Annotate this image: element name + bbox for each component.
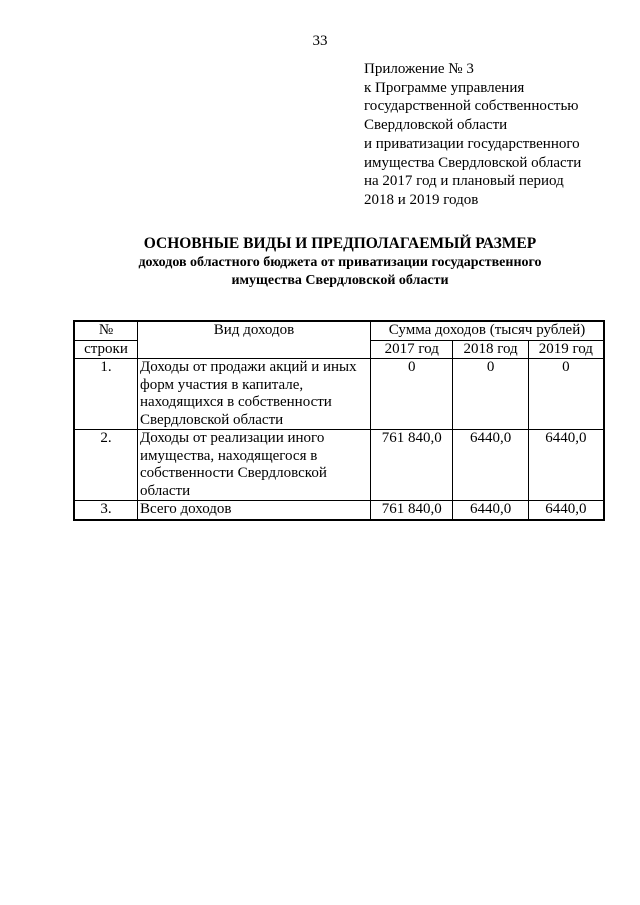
table-row bbox=[74, 430, 604, 501]
header-year-2017: 2017 год bbox=[371, 340, 453, 359]
row-num: 3. bbox=[74, 501, 138, 520]
table-header-row bbox=[74, 321, 604, 340]
appendix-line: Приложение № 3 bbox=[364, 61, 474, 77]
header-year-2018: 2018 год bbox=[453, 340, 528, 359]
row-value-2018: 6440,0 bbox=[453, 501, 528, 520]
row-value-2017: 761 840,0 bbox=[371, 430, 453, 501]
appendix-note bbox=[364, 60, 614, 210]
page-number: 33 bbox=[312, 33, 328, 49]
appendix-line: к Программе управления bbox=[364, 79, 525, 96]
row-type: Доходы от реализации иного имущества, находящегося в собственности Свердловской области bbox=[138, 430, 371, 501]
appendix-line: и приватизации государственного bbox=[364, 135, 580, 152]
income-table bbox=[73, 320, 605, 521]
heading-sub-line-2: имущества Свердловской области bbox=[231, 273, 449, 288]
row-type: Доходы от продажи акций и иных форм участия в капитале, находящихся в собственности Свердловской области bbox=[138, 359, 371, 430]
heading-main: ОСНОВНЫЕ ВИДЫ И ПРЕДПОЛАГАЕМЫЙ РАЗМЕР bbox=[143, 235, 537, 252]
row-type: Всего доходов bbox=[138, 501, 371, 520]
header-num: № bbox=[74, 321, 138, 340]
row-value-2018: 6440,0 bbox=[453, 430, 528, 501]
appendix-line: Свердловской области bbox=[364, 117, 508, 134]
header-sum: Сумма доходов (тысяч рублей) bbox=[371, 321, 605, 340]
appendix-line: 2018 и 2019 годов bbox=[364, 191, 479, 208]
header-year-2019: 2019 год bbox=[528, 340, 604, 359]
row-value-2017: 0 bbox=[371, 359, 453, 430]
header-num-line-2: строки bbox=[74, 340, 138, 359]
appendix-line: государственной собственностью bbox=[364, 98, 579, 115]
row-num: 2. bbox=[74, 430, 138, 501]
document-heading bbox=[0, 234, 640, 290]
row-value-2019: 0 bbox=[528, 359, 604, 430]
row-value-2019: 6440,0 bbox=[528, 430, 604, 501]
row-num: 1. bbox=[74, 359, 138, 430]
table-row bbox=[74, 359, 604, 430]
row-value-2019: 6440,0 bbox=[528, 501, 604, 520]
heading-sub-line-1: доходов областного бюджета от приватизации государственного bbox=[138, 255, 542, 270]
table-row-total bbox=[74, 501, 604, 520]
row-value-2018: 0 bbox=[453, 359, 528, 430]
header-type: Вид доходов bbox=[138, 321, 371, 359]
appendix-line: на 2017 год и плановый период bbox=[364, 173, 564, 190]
appendix-line: имущества Свердловской области bbox=[364, 154, 582, 171]
row-value-2017: 761 840,0 bbox=[371, 501, 453, 520]
